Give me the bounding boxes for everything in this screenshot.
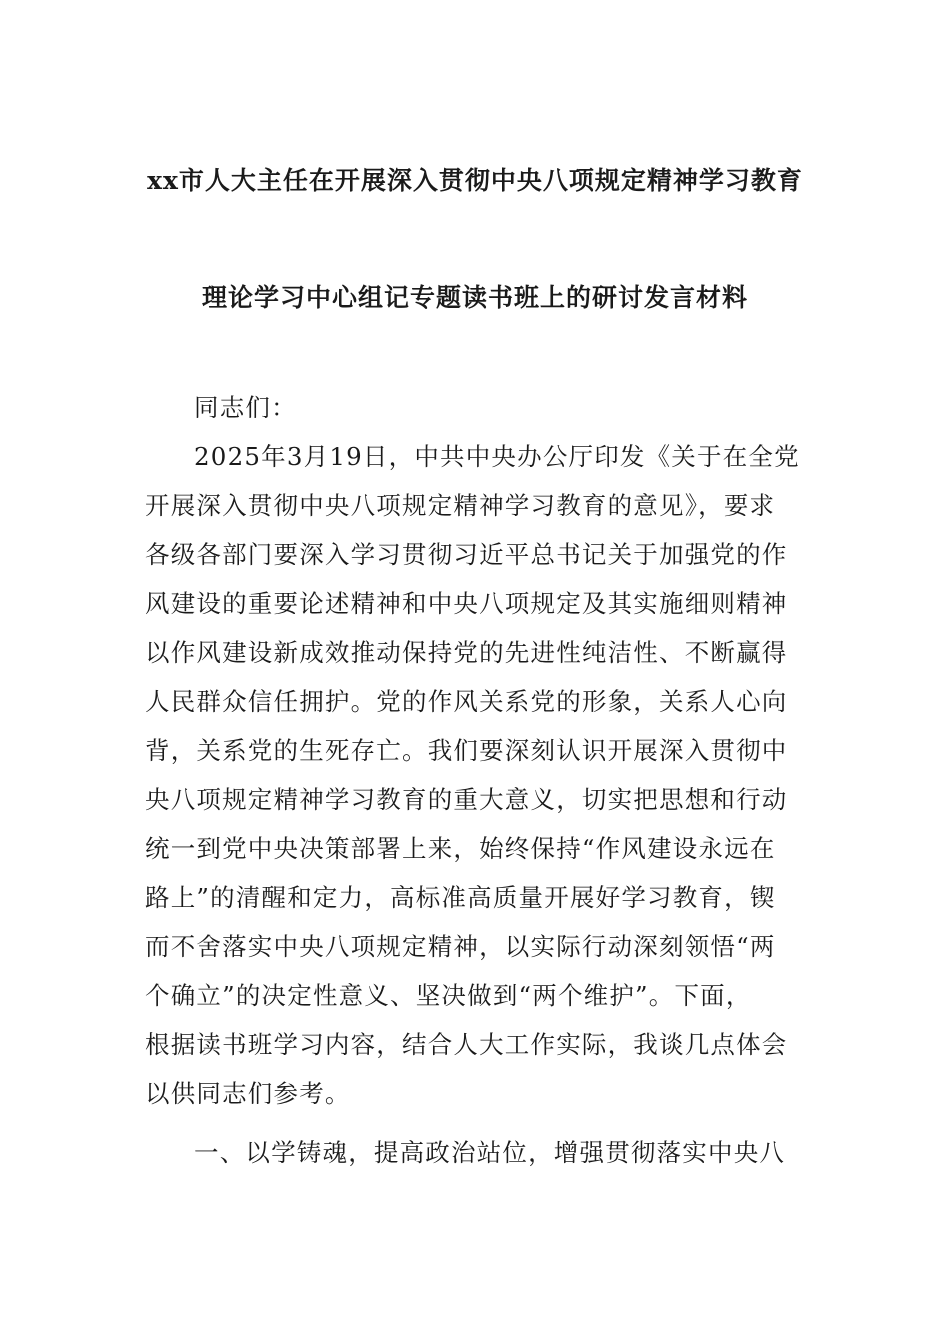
paragraph-line: 以作风建设新成效推动保持党的先进性纯洁性、不断赢得: [145, 638, 788, 667]
paragraph-line: 风建设的重要论述精神和中央八项规定及其实施细则精神: [145, 589, 788, 618]
paragraph-line: 个确立”的决定性意义、坚决做到“两个维护”。下面，: [145, 981, 752, 1010]
paragraph-line: 统一到党中央决策部署上来，始终保持“作风建设永远在: [145, 834, 776, 863]
salutation: 同志们：: [194, 393, 297, 422]
paragraph-line: 央八项规定精神学习教育的重大意义，切实把思想和行动: [145, 785, 788, 814]
paragraph-line: 而不舍落实中央八项规定精神，以实际行动深刻领悟“两: [145, 932, 776, 961]
document-title-line-2: 理论学习中心组记专题读书班上的研讨发言材料: [201, 283, 748, 312]
paragraph-line: 2025年3月19日，中共中央办公厅印发《关于在全党: [194, 442, 800, 471]
paragraph-line: 以供同志们参考。: [145, 1079, 351, 1108]
document-title-line-1: xx市人大主任在开展深入贯彻中央八项规定精神学习教育: [147, 166, 803, 195]
paragraph-line: 根据读书班学习内容，结合人大工作实际，我谈几点体会: [145, 1030, 788, 1059]
paragraph-line: 路上”的清醒和定力，高标准高质量开展好学习教育，锲: [145, 883, 776, 912]
paragraph-line: 背，关系党的生死存亡。我们要深刻认识开展深入贯彻中: [145, 736, 788, 765]
section-heading-1: 一、以学铸魂，提高政治站位，增强贯彻落实中央八: [194, 1138, 786, 1167]
paragraph-line: 各级各部门要深入学习贯彻习近平总书记关于加强党的作: [145, 540, 788, 569]
paragraph-line: 开展深入贯彻中央八项规定精神学习教育的意见》，要求: [145, 491, 776, 520]
paragraph-line: 人民群众信任拥护。党的作风关系党的形象，关系人心向: [145, 687, 788, 716]
